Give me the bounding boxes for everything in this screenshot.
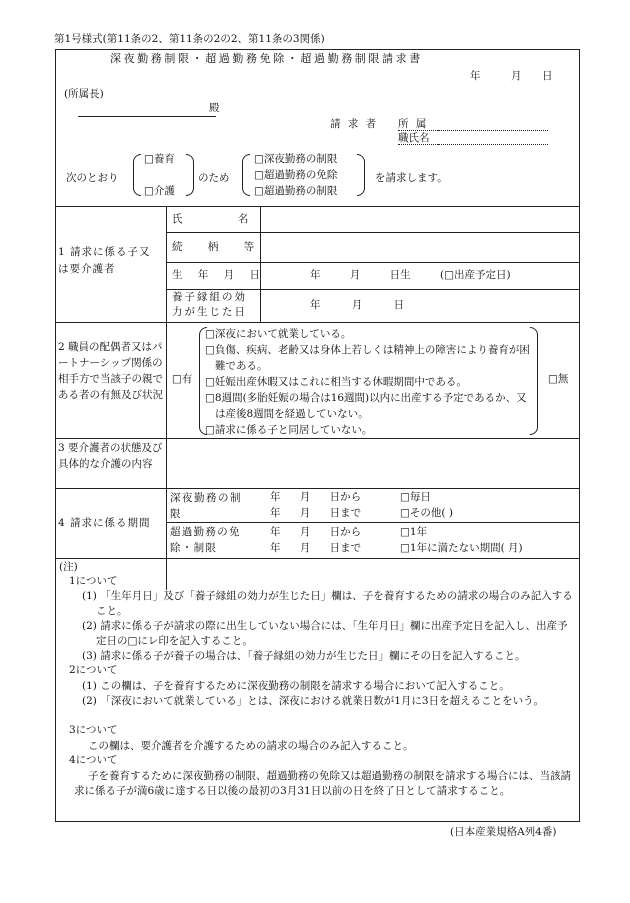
paper-size: (日本産業規格A列4番) [450,826,557,838]
night-opt-daily[interactable]: □毎日 [400,491,431,503]
option-childcare[interactable]: □養育 [144,153,175,165]
option-overtime-limit[interactable]: □超過勤務の制限 [254,185,338,197]
over-opt-less[interactable]: □1年に満たない期間( 月) [400,542,523,554]
adopt-row-label: 養子縁組の効力が生じた日 [172,291,247,318]
relation-row-label: 続 柄 等 [172,241,266,253]
right-brace [186,154,194,196]
notes-head: (注) [59,561,78,573]
option-overtime-exempt[interactable]: □超過勤務の免除 [254,169,338,181]
left-brace-2 [242,154,250,196]
divider [55,206,580,207]
intro-suffix: を請求します。 [375,172,448,184]
sec2-item[interactable]: □負傷、疾病、老齢又は身体上若しくは精神上の障害により養育が困難である。 [205,344,530,372]
form-id: 第1号様式(第11条の2、第11条の2の2、第11条の3関係) [54,33,325,45]
sec2-item[interactable]: □妊娠出産休暇又はこれに相当する休暇期間中である。 [205,376,467,388]
divider [55,558,580,559]
date-year[interactable]: 年 [470,70,481,82]
affiliation-head-label: (所属長) [64,88,104,100]
sec1-label: 1 請求に係る子又は要介護者 [58,246,151,275]
note-4: 子を養育するために深夜勤務の制限、超過勤務の免除又は超過勤務の制限を請求する場合には、当該請求に係る子が満6歳に達する日以後の最初の3月31日以前の日を終了日として請求すること。 [74,770,571,797]
row-divider [166,262,580,263]
note-3: この欄は、要介護者を介護するための請求の場合のみ記入すること。 [88,740,414,752]
over-to[interactable]: 年 月 日まで [270,542,362,554]
note-1-3: (3) 請求に係る子が養子の場合は、「養子縁組の効力が生じた日」欄にその日を記入すること。 [82,650,526,662]
sec3-label: 3 要介護者の状態及び具体的な介護の内容 [58,442,163,470]
sec2-label: 2 職員の配偶者又はパートナーシップ関係の相手方で当該子の親である者の有無及び状況 [58,341,163,401]
name-row-label: 氏 名 [172,213,275,225]
sec2-item[interactable]: □深夜において就業している。 [205,328,352,340]
note-2-2: (2) 「深夜において就業している」とは、深夜における就業日数が1月に3日を超えることをいう。 [82,695,545,707]
right-brace-2 [357,154,365,196]
row-divider [166,522,580,523]
night-limit-label: 深夜勤務の制限 [170,492,242,520]
dept-label: 所 属 [398,118,438,131]
requester-label: 請 求 者 [330,118,379,130]
note-1-1: (1) 「生年月日」及び「養子縁組の効力が生じた日」欄は、子を養育するための請求の場合のみ記入すること。 [82,590,573,617]
option-care[interactable]: □介護 [144,185,175,197]
notes-h2: 2について [69,664,118,676]
adopt-value[interactable]: 年 月 日 [310,299,405,311]
notes-h3: 3について [69,724,118,736]
row-divider [166,232,580,233]
name-field[interactable] [438,132,548,145]
left-brace [133,154,141,196]
divider [55,322,580,323]
note-1-2: (2) 請求に係る子が請求の際に出生していない場合には、「生年月日」欄に出産予定日を記入し、出産予定日の□にレ印を記入すること。 [82,620,568,647]
notes-h4: 4について [69,754,118,766]
sec4-label: 4 請求に係る期間 [58,517,151,529]
sec2-items [205,326,537,438]
birth-row-label: 生 年 月 日 [172,269,267,281]
divider [55,488,580,489]
form-title: 深夜勤務制限・超過勤務免除・超過勤務制限請求書 [110,52,423,65]
date-month[interactable]: 月 [511,70,522,82]
supervisor-name-field[interactable] [78,104,216,117]
spouse-yes[interactable]: □有 [172,373,193,385]
name-label: 職氏名 [398,132,438,145]
notes-h1: 1について [69,575,118,587]
dept-field[interactable] [438,118,548,131]
night-opt-other[interactable]: □その他( ) [400,507,453,519]
over-from[interactable]: 年 月 日から [270,526,362,538]
night-to[interactable]: 年 月 日まで [270,507,362,519]
over-opt-year[interactable]: □1年 [400,526,428,538]
spouse-no[interactable]: □無 [548,373,569,385]
honorific: 殿 [209,102,220,114]
intro-middle: のため [198,172,230,184]
sec2-item[interactable]: □請求に係る子と同居していない。 [205,424,373,436]
overtime-label: 超過勤務の免除・制限 [170,526,241,554]
sec2-item[interactable]: □8週間(多胎妊娠の場合は16週間)以内に出産する予定であるか、又は産後8週間を経過していない。 [205,392,527,420]
night-from[interactable]: 年 月 日から [270,491,362,503]
note-2-1: (1) この欄は、子を養育するために深夜勤務の制限を請求する場合において記入すること。 [82,680,510,692]
date-day[interactable]: 日 [542,70,553,82]
intro-prefix: 次のとおり [66,172,119,184]
divider [55,438,580,439]
option-night-limit[interactable]: □深夜勤務の制限 [254,153,338,165]
birth-value[interactable]: 年 月 日生 (□出産予定日) [310,269,511,281]
